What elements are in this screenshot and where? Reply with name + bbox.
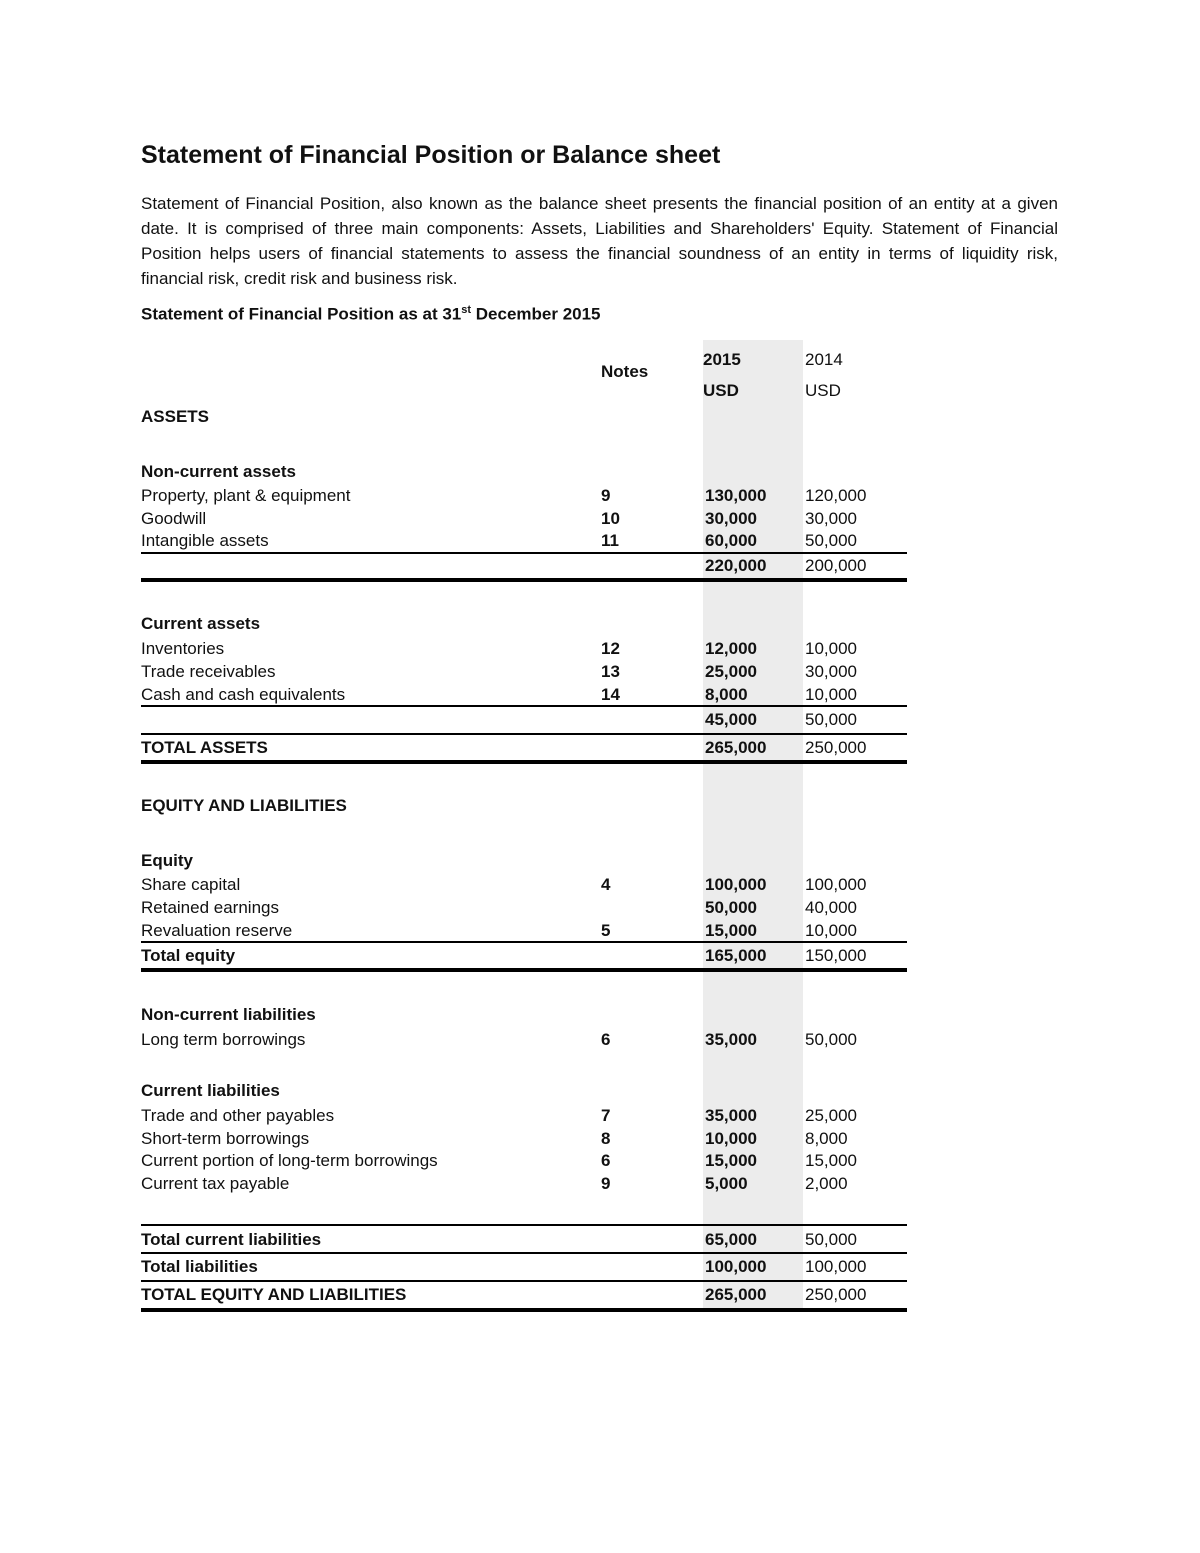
currency-2014-header: USD: [805, 381, 841, 400]
row-label: Current tax payable: [141, 1174, 290, 1193]
value-2015: 30,000: [705, 509, 757, 528]
value-2015: 65,000: [705, 1230, 757, 1249]
value-2015: 265,000: [705, 1285, 767, 1304]
row-label: Intangible assets: [141, 531, 269, 550]
value-2015: 35,000: [705, 1030, 757, 1049]
year-2015-header: 2015: [703, 350, 741, 369]
row-note: 11: [601, 531, 619, 550]
row-label: Goodwill: [141, 509, 207, 528]
row-label: Current portion of long-term borrowings: [141, 1151, 438, 1170]
row-note: 5: [601, 921, 611, 940]
row-note: 7: [601, 1106, 611, 1125]
row-note: 10: [601, 509, 620, 528]
row-note: 9: [601, 486, 611, 505]
value-2014: 25,000: [805, 1106, 857, 1125]
underline-rule: [141, 941, 907, 943]
section-heading: ASSETS: [141, 407, 210, 426]
row-note: 8: [601, 1129, 611, 1148]
row-label: TOTAL EQUITY AND LIABILITIES: [141, 1285, 407, 1304]
value-2015: 5,000: [705, 1174, 748, 1193]
double-underline-rule: [141, 760, 907, 764]
row-note: 14: [601, 685, 620, 704]
row-note: 13: [601, 662, 620, 681]
double-underline-rule: [141, 1308, 907, 1312]
row-note: 4: [601, 875, 611, 894]
underline-rule: [141, 1224, 907, 1226]
value-2015: 50,000: [705, 898, 757, 917]
underline-rule: [141, 552, 907, 554]
double-underline-rule: [141, 968, 907, 972]
value-2015: 165,000: [705, 946, 767, 965]
value-2014: 10,000: [805, 685, 857, 704]
value-2014: 10,000: [805, 921, 857, 940]
row-label: Long term borrowings: [141, 1030, 306, 1049]
subtitle-text: Statement of Financial Position as at 31: [141, 304, 462, 324]
value-2014: 200,000: [805, 556, 867, 575]
row-note: 9: [601, 1174, 611, 1193]
underline-rule: [141, 733, 907, 735]
value-2014: 50,000: [805, 1230, 857, 1249]
value-2014: 250,000: [805, 738, 867, 757]
row-label: Short-term borrowings: [141, 1129, 310, 1148]
section-heading: Current liabilities: [141, 1081, 280, 1100]
value-2015: 60,000: [705, 531, 757, 550]
row-label: Total equity: [141, 946, 236, 965]
row-label: Property, plant & equipment: [141, 486, 351, 505]
row-label: Revaluation reserve: [141, 921, 293, 940]
section-heading: Equity: [141, 851, 193, 870]
year-2014-header: 2014: [805, 350, 843, 369]
value-2014: 10,000: [805, 639, 857, 658]
value-2014: 100,000: [805, 1257, 867, 1276]
row-label: Cash and cash equivalents: [141, 685, 346, 704]
value-2015: 130,000: [705, 486, 767, 505]
value-2014: 100,000: [805, 875, 867, 894]
row-label: Total current liabilities: [141, 1230, 322, 1249]
value-2015: 45,000: [705, 710, 757, 729]
value-2015: 265,000: [705, 738, 767, 757]
notes-header: Notes: [601, 362, 649, 381]
value-2014: 15,000: [805, 1151, 857, 1170]
value-2014: 30,000: [805, 509, 857, 528]
value-2015: 220,000: [705, 556, 767, 575]
section-heading: EQUITY AND LIABILITIES: [141, 796, 347, 815]
row-label: Inventories: [141, 639, 225, 658]
row-note: 12: [601, 639, 620, 658]
double-underline-rule: [141, 578, 907, 582]
row-label: Share capital: [141, 875, 241, 894]
value-2014: 120,000: [805, 486, 867, 505]
value-2014: 50,000: [805, 710, 857, 729]
subtitle-sup: st: [461, 304, 472, 316]
row-label: TOTAL ASSETS: [141, 738, 268, 757]
value-2014: 150,000: [805, 946, 867, 965]
underline-rule: [141, 705, 907, 707]
currency-2015-header: USD: [703, 381, 739, 400]
row-note: 6: [601, 1151, 611, 1170]
row-label: Retained earnings: [141, 898, 279, 917]
value-2014: 8,000: [805, 1129, 848, 1148]
statement-subtitle: [141, 304, 601, 325]
underline-rule: [141, 1280, 907, 1282]
subtitle-text-end: December 2015: [471, 304, 601, 324]
value-2015: 100,000: [705, 875, 767, 894]
value-2015: 12,000: [705, 639, 757, 658]
value-2015: 10,000: [705, 1129, 757, 1148]
section-heading: Current assets: [141, 614, 261, 633]
value-2014: 2,000: [805, 1174, 848, 1193]
value-2015: 15,000: [705, 921, 757, 940]
value-2014: 50,000: [805, 531, 857, 550]
document-title: Statement of Financial Position or Balance sheet: [141, 141, 721, 169]
row-note: 6: [601, 1030, 611, 1049]
value-2015: 15,000: [705, 1151, 757, 1170]
value-2014: 40,000: [805, 898, 857, 917]
row-label: Trade and other payables: [141, 1106, 335, 1125]
underline-rule: [141, 1252, 907, 1254]
row-label: Total liabilities: [141, 1257, 258, 1276]
value-2015: 100,000: [705, 1257, 767, 1276]
section-heading: Non-current liabilities: [141, 1005, 316, 1024]
row-label: Trade receivables: [141, 662, 276, 681]
value-2014: 50,000: [805, 1030, 857, 1049]
value-2015: 25,000: [705, 662, 757, 681]
intro-paragraph: Statement of Financial Position, also known as the balance sheet presents the financial position of an entity at a given date. It is comprised of three main components: Assets, Liabilities and Shareholders' Equity. Statement of Financial Position helps users of financial statements to assess the financial soundness of an entity in terms of liquidity risk, financial risk, credit risk and business risk.: [141, 194, 1058, 288]
value-2014: 250,000: [805, 1285, 867, 1304]
value-2015: 35,000: [705, 1106, 757, 1125]
value-2014: 30,000: [805, 662, 857, 681]
value-2015: 8,000: [705, 685, 748, 704]
section-heading: Non-current assets: [141, 462, 296, 481]
